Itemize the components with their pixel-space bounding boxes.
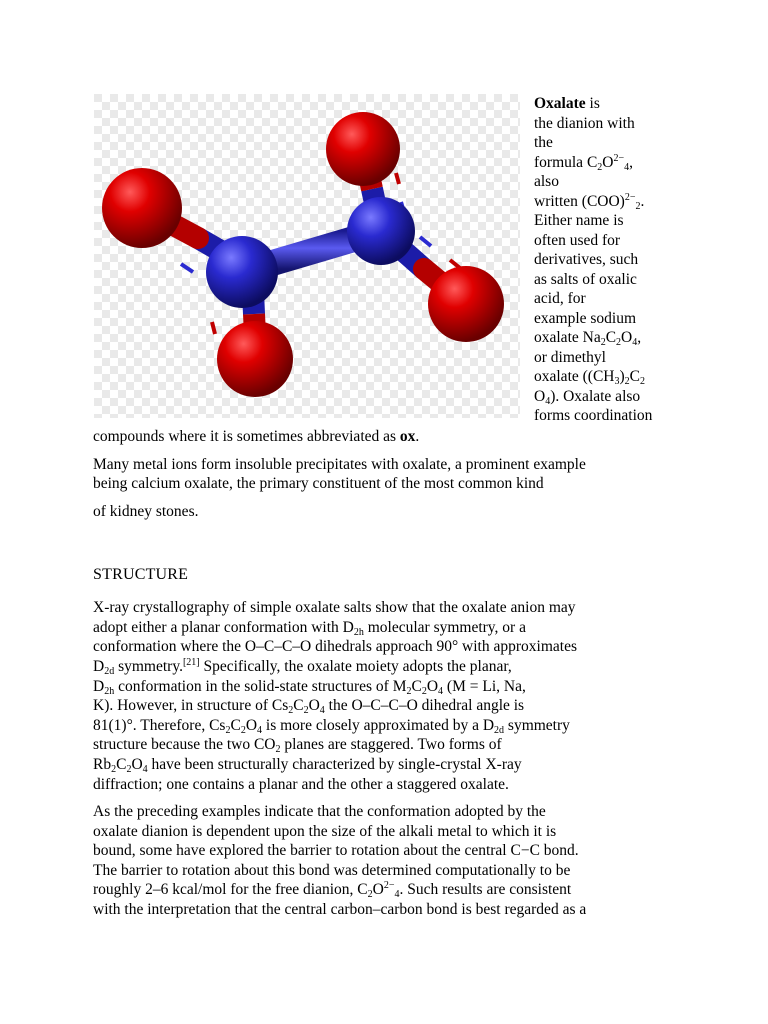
intro-line: formula $C_2O^{2-}_4$, xyxy=(534,153,633,173)
intro-line: Oxalate is xyxy=(534,95,600,112)
intro-line: often used for xyxy=(534,232,621,249)
oxygen-atom xyxy=(428,266,504,342)
metals-line: of kidney stones. xyxy=(93,503,199,520)
intro-line: written (COO)$^{2-}_2$. xyxy=(534,192,645,212)
intro-line: or dimethyl xyxy=(534,349,606,366)
conformation-line: with the interpretation that the central carbon–carbon bond is best regarded as a xyxy=(93,901,587,918)
conformation-line: bound, some have explored the barrier to rotation about the central C−C bond. xyxy=(93,842,579,859)
structure-line: 81(1)°. Therefore, $Cs_2C_2O_4$ is more closely approximated by a $D_{2d}$ symmetry xyxy=(93,717,570,736)
oxygen-atom xyxy=(217,321,293,397)
intro-line: the dianion with xyxy=(534,115,635,132)
conformation-line: roughly 2–6 kcal/mol for the free dianion, $C_2O^{2-}_4$. Such results are consistent xyxy=(93,880,572,900)
oxalate-molecule-image xyxy=(94,94,520,418)
intro-line: forms coordination xyxy=(534,407,653,424)
oxygen-atom xyxy=(326,112,400,186)
structure-line: conformation where the O–C–C–O dihedrals approach 90° with approximates xyxy=(93,638,577,655)
structure-heading: STRUCTURE xyxy=(93,566,189,583)
metals-line: being calcium oxalate, the primary constituent of the most common kind xyxy=(93,475,544,492)
structure-line: K). However, in structure of $Cs_2C_2O_4$ the O–C–C–O dihedral angle is xyxy=(93,697,525,716)
metals-line: Many metal ions form insoluble precipitates with oxalate, a prominent example xyxy=(93,456,586,473)
structure-line: X-ray crystallography of simple oxalate salts show that the oxalate anion may xyxy=(93,599,576,616)
structure-line: $D_{2h}$ conformation in the solid-state structures of $M_2C_2O_4$ (M = Li, Na, xyxy=(93,678,526,697)
intro-line: compounds where it is sometimes abbreviated as ox. xyxy=(93,428,420,445)
carbon-atom xyxy=(347,197,415,265)
intro-line: Either name is xyxy=(534,212,624,229)
oxalate-term: Oxalate xyxy=(534,95,586,112)
structure-line: diffraction; one contains a planar and the other a staggered oxalate. xyxy=(93,776,509,793)
intro-line: the xyxy=(534,134,553,151)
oxygen-atom xyxy=(102,168,182,248)
intro-line: oxalate ($(CH_3)_2C_2$ xyxy=(534,368,645,387)
intro-line: example sodium xyxy=(534,310,637,327)
structure-line: adopt either a planar conformation with $D_{2h}$ molecular symmetry, or a xyxy=(93,619,526,638)
intro-line: also xyxy=(534,173,559,190)
conformation-line: As the preceding examples indicate that the conformation adopted by the xyxy=(93,803,546,820)
structure-line: $D_{2d}$ symmetry.[21] Specifically, the oxalate moiety adopts the planar, xyxy=(93,657,512,677)
conformation-line: The barrier to rotation about this bond was determined computationally to be xyxy=(93,862,571,879)
ox-abbreviation: ox xyxy=(399,428,416,445)
intro-line: as salts of oxalic xyxy=(534,271,637,288)
structure-line: $Rb_2C_2O_4$ have been structurally characterized by single-crystal X-ray xyxy=(93,756,522,775)
structure-line: structure because the two $CO_2$ planes are staggered. Two forms of xyxy=(93,736,502,755)
conformation-line: oxalate dianion is dependent upon the size of the alkali metal to which it is xyxy=(93,823,557,840)
intro-line: acid, for xyxy=(534,290,586,307)
carbon-atom xyxy=(206,236,278,308)
intro-line: $O_4$). Oxalate also xyxy=(534,388,641,407)
intro-line: oxalate $Na_2C_2O_4$, xyxy=(534,329,642,348)
intro-line: derivatives, such xyxy=(534,251,639,268)
